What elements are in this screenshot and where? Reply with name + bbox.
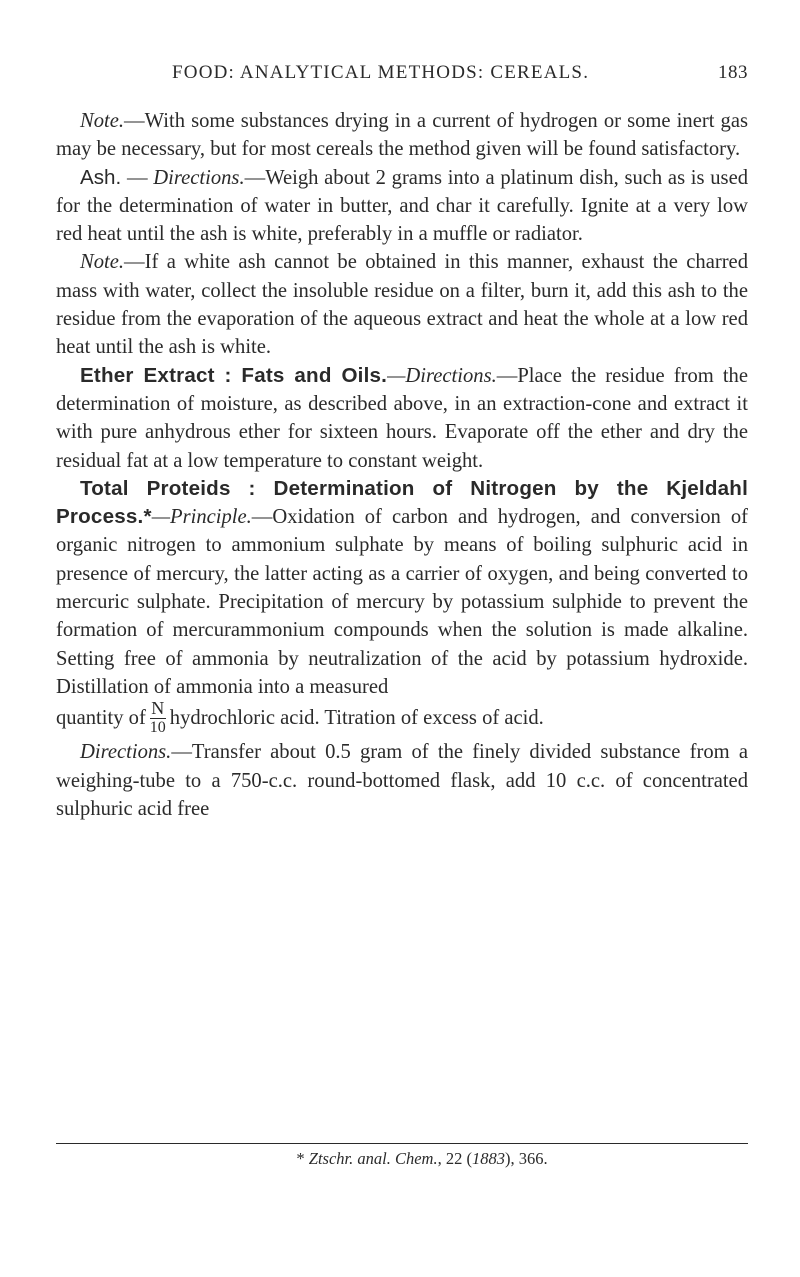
page-number: 183 [718, 62, 748, 83]
paragraph-text: —Transfer about 0.5 gram of the finely divided substance from a weighing-tube to a 750-c.c. round-bottomed flask, add 10 c.c. of concentrated sulphuric acid free [56, 741, 748, 820]
paragraph-directions-transfer [56, 738, 748, 823]
line-end-text: hydrochloric acid. Titration of excess of acid. [169, 707, 544, 730]
fraction-numerator: N [151, 698, 165, 719]
note-label: Note. [80, 110, 125, 132]
paragraph-text: —If a white ash cannot be obtained in this manner, exhaust the charred mass with water, collect the insoluble residue on a filter, burn it, add this ash to the residue from the evaporation of the aqueous extract and heat the whole at a low red heat until the ash is white. [56, 251, 748, 359]
footnote-volume: , 22 ( [437, 1149, 472, 1168]
section-heading-ether-extract: Ether Extract : Fats and Oils. [80, 363, 388, 387]
section-heading-ash: Ash. [80, 165, 122, 189]
section-heading-total-proteids: Total Proteids : Determination of Nitrogen by the Kjeldahl Process.* [56, 476, 748, 529]
footnote-page: ), 366. [504, 1149, 548, 1168]
paragraph-text: —With some substances drying in a current of hydrogen or some inert gas may be necessary, but for most cereals the method given will be found satisfactory. [56, 110, 748, 161]
page-header [56, 62, 748, 88]
fraction-denominator: 10 [149, 719, 166, 737]
directions-label: —Directions. [387, 364, 497, 387]
footnote-year: 1883 [471, 1149, 505, 1168]
paragraph-ash [56, 164, 748, 249]
paragraph-fraction-line [56, 698, 748, 738]
directions-label: Directions. [153, 166, 245, 189]
principle-label: —Principle. [151, 506, 252, 529]
footnote-divider [56, 1143, 748, 1144]
heading-dash: — [121, 166, 154, 189]
paragraph-note-white-ash [56, 248, 748, 361]
directions-label: Directions. [80, 741, 172, 764]
paragraph-text: —Place the residue from the determination of moisture, as described above, in an extraction-cone and extract it with pure anhydrous ether for sixteen hours. Evaporate off the ether and dry the residual fat at a low temperature to constant weight. [56, 364, 748, 472]
footnote-journal: Ztschr. anal. Chem. [308, 1149, 438, 1168]
normality-fraction [150, 699, 166, 736]
paragraph-text: —Weigh about 2 grams into a platinum dish, such as is used for the determination of water in butter, and char it carefully. Ignite at a very low red heat until the ash is white, preferably in a muffle or radiator. [56, 166, 749, 246]
paragraph-total-proteids [56, 475, 748, 701]
paragraph-text: —Oxidation of carbon and hydrogen, and conversion of organic nitrogen to ammonium sulphate by means of boiling sulphuric acid in presence of mercury, the latter acting as a carrier of oxygen, and being converted to mercuric sulphate. Precipitation of mercury by potassium sulphide to prevent the formation of mercurammonium compounds when the solution is made alkaline. Setting free of ammonia by neutralization of the acid by potassium hydroxide. Distillation of ammonia into a measured [56, 506, 748, 698]
running-title: FOOD: ANALYTICAL METHODS: CEREALS. [172, 62, 590, 83]
paragraph-ether-extract [56, 362, 748, 475]
note-label: Note. [80, 251, 125, 274]
footnote [56, 1149, 748, 1169]
footnote-marker: * [296, 1149, 309, 1168]
main-text [56, 107, 748, 823]
paragraph-note-drying [56, 107, 748, 164]
line-start-text: quantity of [56, 707, 146, 730]
